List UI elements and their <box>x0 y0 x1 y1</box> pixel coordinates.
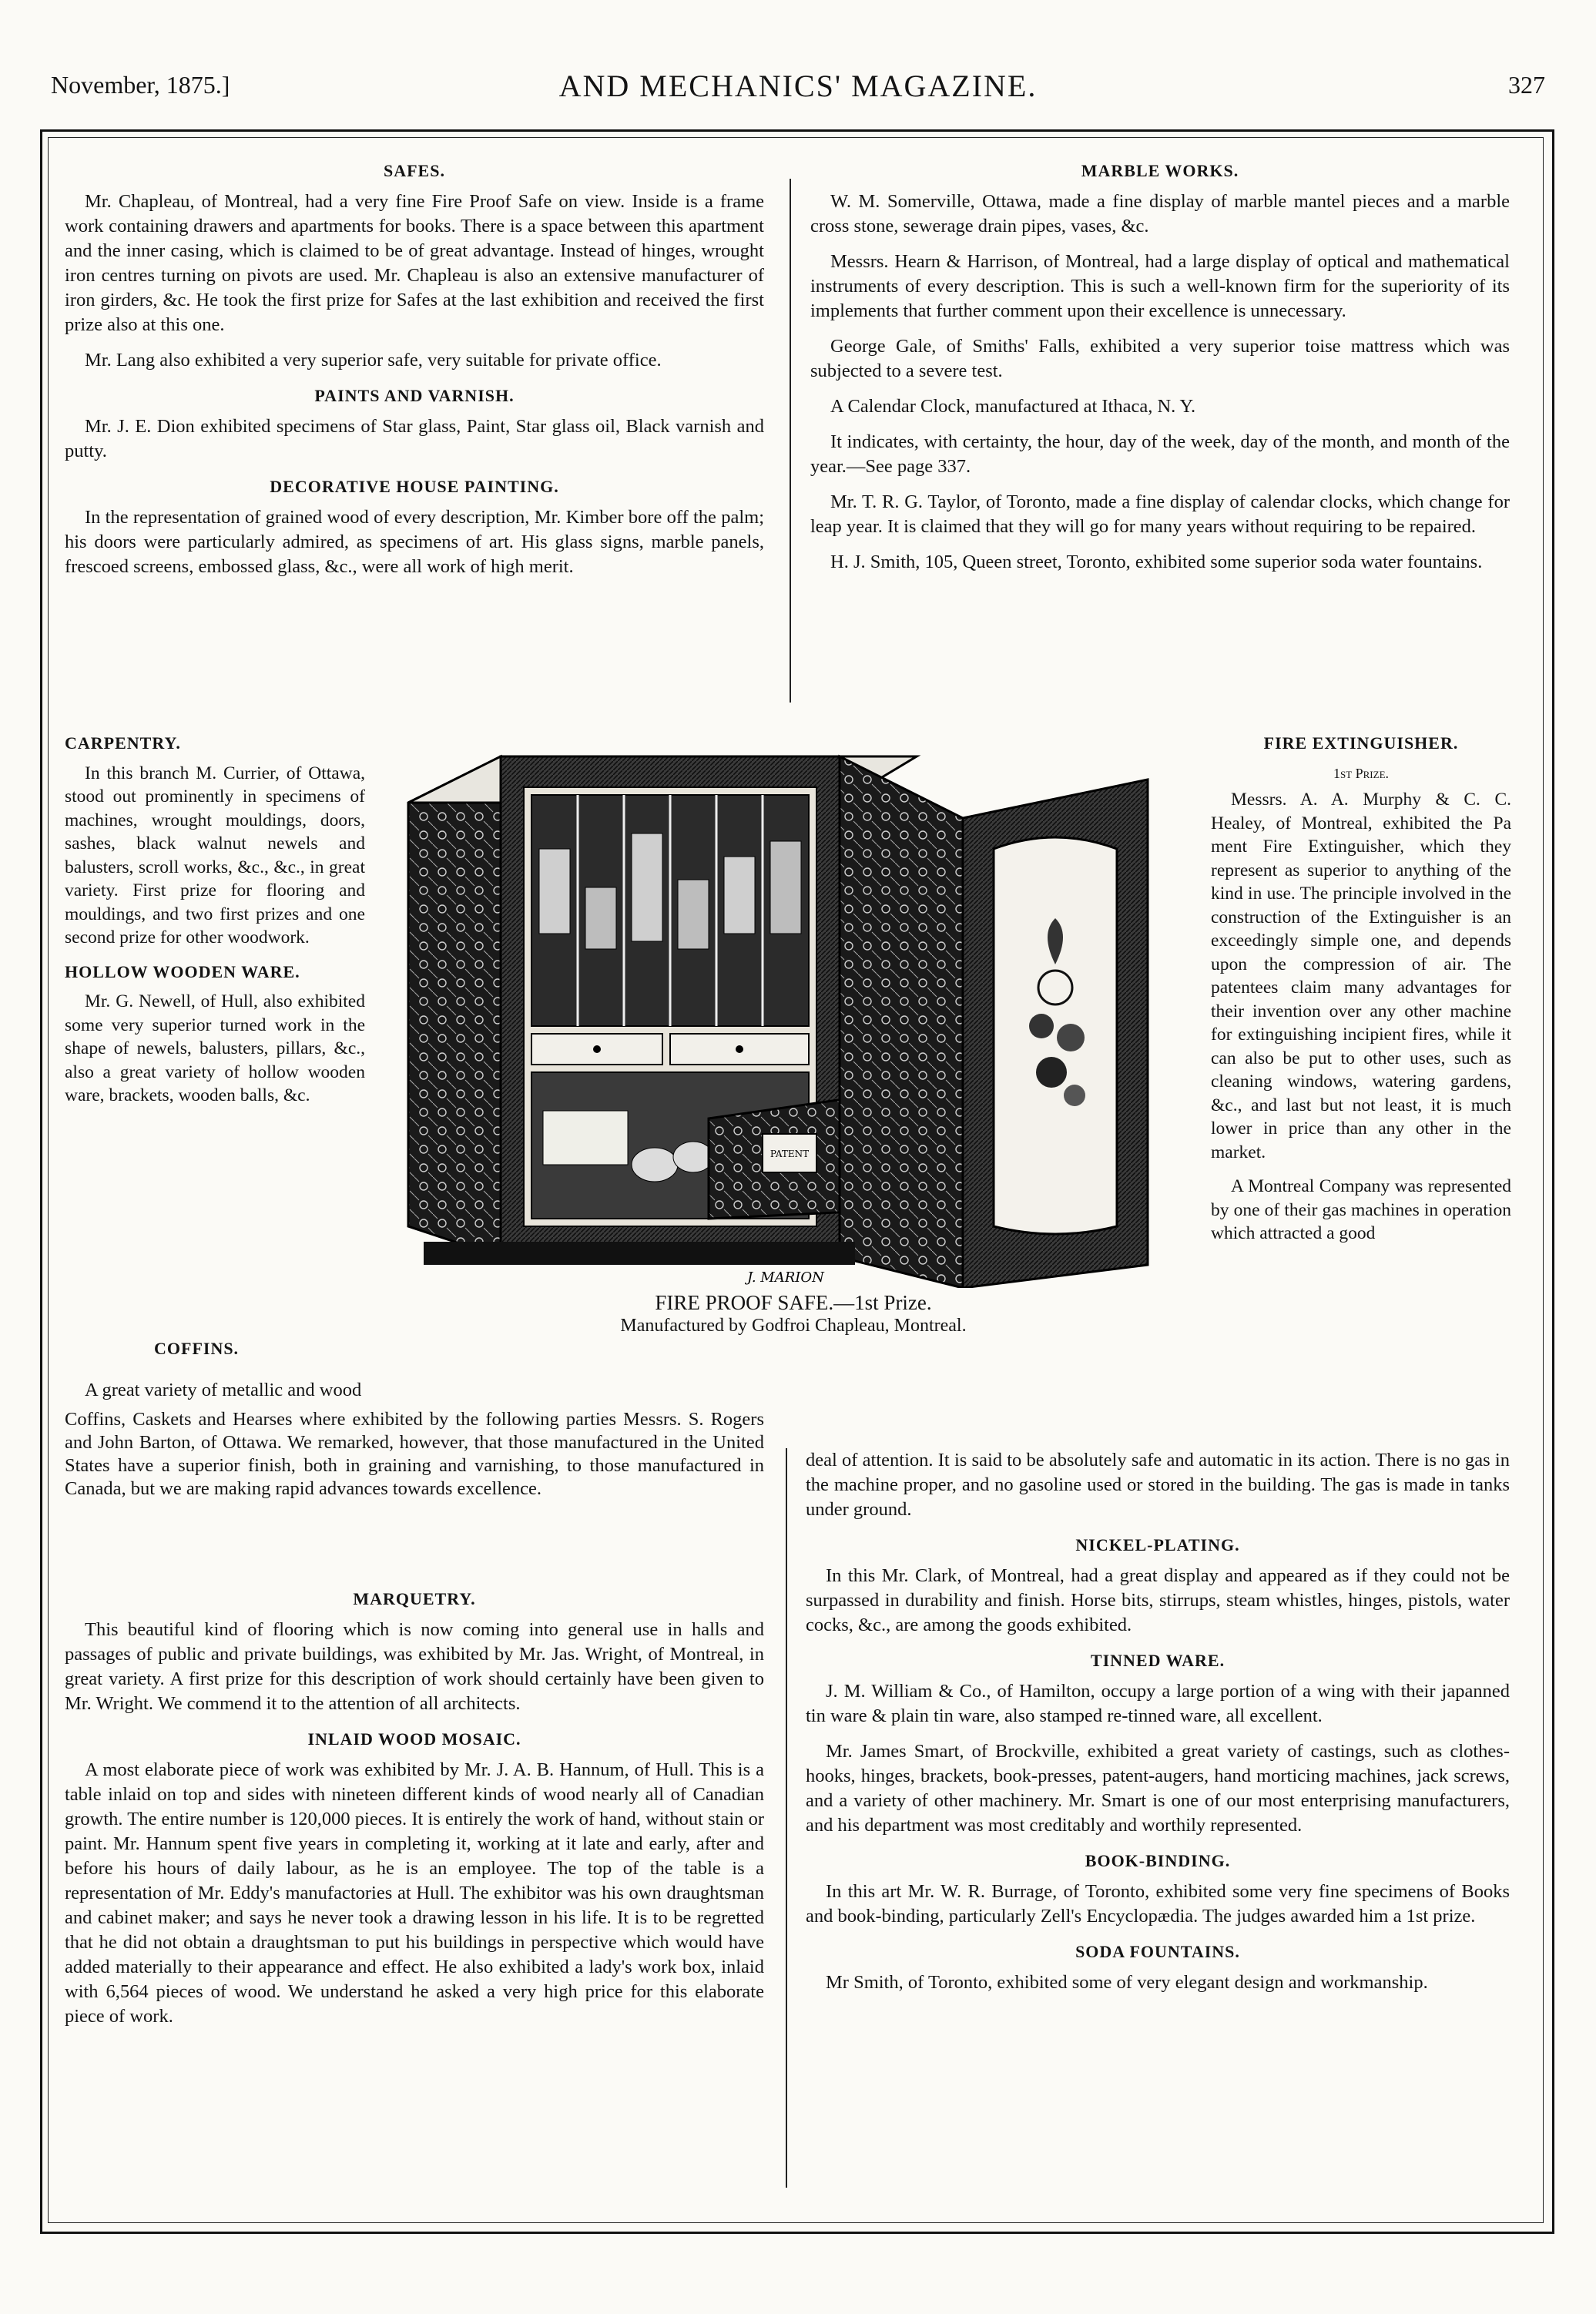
section-heading-soda: SODA FOUNTAINS. <box>1075 1942 1240 1961</box>
marble-paragraph-2: Messrs. Hearn & Harrison, of Montreal, had a large display of optical and mathematical instruments of every description. This is such a well-known firm for the superiority of its implements that further comment upon their excellence is unnecessary. <box>810 251 1510 321</box>
left-bottom-column <box>65 1579 764 2040</box>
section-heading-marble: MARBLE WORKS. <box>1081 161 1239 180</box>
section-heading-coffins: COFFINS. <box>154 1339 240 1358</box>
soda-paragraph: Mr Smith, of Toronto, exhibited some of very elegant design and workmanship. <box>826 1972 1428 1993</box>
section-heading-fire-extinguisher: FIRE EXTINGUISHER. <box>1263 733 1459 753</box>
right-bottom-column <box>806 1448 1510 2006</box>
right-mid-column <box>1211 724 1511 1256</box>
magazine-title: AND MECHANICS' MAGAZINE. <box>558 69 1038 103</box>
section-heading-carpentry: CARPENTRY. <box>65 733 181 753</box>
fire-prize-label: 1st Prize. <box>1333 765 1390 781</box>
drawer-label: PATENT <box>770 1149 810 1159</box>
column-rule-top <box>790 179 791 703</box>
left-top-column <box>65 151 764 590</box>
fire-proof-safe-illustration <box>377 733 1209 1342</box>
marquetry-paragraph: This beautiful kind of flooring which is now coming into general use in halls and passages of public and private buildings, was exhibited by Mr. Jas. Wright, of Montreal, in great variety. A first prize for this description of work should certainly have been given to Mr. Wright. We commend it to the attention of all architects. <box>65 1619 764 1714</box>
tinned-paragraph-1: J. M. William & Co., of Hamilton, occupy a large portion of a wing with their japanned tin ware & plain tin ware, also stamped re-tinned ware, all excellent. <box>806 1681 1510 1726</box>
section-heading-marquetry: MARQUETRY. <box>353 1589 476 1608</box>
hollow-ware-paragraph: Mr. G. Newell, of Hull, also exhibited some very superior turned work in the shape of newels, balusters, pillars, &c., also a great variety of hollow wooden ware, brackets, wooden balls, &c. <box>65 991 365 1105</box>
book-binding-paragraph: In this art Mr. W. R. Burrage, of Toronto, exhibited some very fine specimens of Books and book-binding, particularly Zell's Encyclopædia. The judges awarded him a 1st prize. <box>806 1881 1510 1927</box>
marble-paragraph-5: It indicates, with certainty, the hour, day of the week, day of the month, and month of the year.—See page 337. <box>810 431 1510 477</box>
illustration-caption <box>377 1291 1209 1337</box>
nickel-paragraph: In this Mr. Clark, of Montreal, had a great display and appeared as if they could not be surpassed in durability and finish. Horse bits, stirrups, steam whistles, hinges, pistols, water cocks, &c., are among the goods exhibited. <box>806 1565 1510 1635</box>
section-heading-hollow-ware: HOLLOW WOODEN WARE. <box>65 961 300 981</box>
marble-paragraph-4: A Calendar Clock, manufactured at Ithaca, N. Y. <box>830 396 1196 417</box>
section-heading-inlaid: INLAID WOOD MOSAIC. <box>307 1729 521 1749</box>
coffins-lead: A great variety of metallic and wood <box>85 1380 362 1400</box>
engraver-signature: J. MARION <box>747 1269 824 1286</box>
caption-title: FIRE PROOF SAFE.—1st Prize. <box>655 1291 932 1314</box>
page-number: 327 <box>1508 71 1545 99</box>
section-heading-safes: SAFES. <box>384 161 445 180</box>
coffins-column <box>65 1379 764 1511</box>
decorative-paragraph: In the representation of grained wood of every description, Mr. Kimber bore off the palm; his doors were particularly admired, as specimens of art. His glass signs, marble panels, frescoed screens, embossed glass, &c., were all work of high merit. <box>65 507 764 577</box>
safes-paragraph-2: Mr. Lang also exhibited a very superior safe, very suitable for private office. <box>85 350 662 371</box>
gas-machine-continued: deal of attention. It is said to be absolutely safe and automatic in its action. There is no gas in the machine proper, and no gasoline used or stored in the building. The gas is made in tanks under ground. <box>806 1450 1510 1520</box>
gas-machine-paragraph: A Montreal Company was represented by one of their gas machines in operation which attracted a good <box>1211 1176 1511 1243</box>
right-top-column <box>810 151 1510 585</box>
left-mid-column <box>65 724 365 1118</box>
caption-subtitle: Manufactured by Godfroi Chapleau, Montreal. <box>620 1316 967 1336</box>
marble-paragraph-1: W. M. Somerville, Ottawa, made a fine display of marble mantel pieces and a marble cross stone, sewerage drain pipes, vases, &c. <box>810 191 1510 236</box>
coffins-paragraph: Coffins, Caskets and Hearses where exhibited by the following parties Messrs. S. Rogers and John Barton, of Ottawa. We remarked, however, that those manufactured in the United States have a superior finish, both in graining and varnishing, to those manufactured in Canada, but we are making rapid advances towards excellence. <box>65 1409 764 1499</box>
tinned-paragraph-2: Mr. James Smart, of Brockville, exhibited a great variety of castings, such as clothes-hooks, hinges, brackets, book-presses, patent-augers, hand morticing machines, jack screws, and a variety of other machinery. Mr. Smart is one of our most enterprising manufacturers, and his department was most creditably and worthily represented. <box>806 1741 1510 1836</box>
section-heading-book-binding: BOOK-BINDING. <box>1085 1851 1231 1870</box>
carpentry-paragraph: In this branch M. Currier, of Ottawa, stood out prominently in specimens of machines, wrought mouldings, doors, sashes, black walnut newels and balusters, scroll works, &c., &c., in great variety. First prize for flooring and mouldings, and two first prizes and one second prize for other woodwork. <box>65 763 365 947</box>
safes-paragraph-1: Mr. Chapleau, of Montreal, had a very fine Fire Proof Safe on view. Inside is a frame work containing drawers and apartments for books. There is a space between this apartment and the inner casing, which is claimed to be of great advantage. Instead of hinges, wrought iron centres turning on pivots are used. Mr. Chapleau is also an extensive manufacturer of iron girders, &c. He took the first prize for Safes at the last exhibition and received the first prize also at this one. <box>65 191 764 335</box>
pigeon-holes <box>531 795 809 1026</box>
column-rule-bottom <box>786 1448 787 2188</box>
section-heading-tinned: TINNED WARE. <box>1090 1651 1226 1670</box>
marble-paragraph-3: George Gale, of Smiths' Falls, exhibited a very superior toise mattress which was subjected to a severe test. <box>810 336 1510 381</box>
safe-engraving <box>377 733 1209 1288</box>
section-heading-nickel: NICKEL-PLATING. <box>1075 1535 1240 1554</box>
issue-date: November, 1875.] <box>51 71 230 99</box>
marble-paragraph-7: H. J. Smith, 105, Queen street, Toronto, exhibited some superior soda water fountains. <box>830 552 1483 572</box>
fire-extinguisher-paragraph: Messrs. A. A. Murphy & C. C. Healey, of Montreal, exhibited the Pa ment Fire Extinguisher, which they represent as superior to anything of the kind in use. The principle involved in the construction of the Extinguisher is an exceedingly simple one, and depends upon the compression of air. The patentees claim many advantages for their invention over any other machine for extinguishing incipient fires, while it can also be put to other uses, such as cleaning windows, watering gardens, &c., and last but not least, it is much lower in price than any other in the market. <box>1211 790 1511 1162</box>
section-heading-decorative: DECORATIVE HOUSE PAINTING. <box>270 477 559 496</box>
section-heading-paints: PAINTS AND VARNISH. <box>314 386 515 405</box>
running-header <box>51 68 1545 114</box>
paints-paragraph: Mr. J. E. Dion exhibited specimens of Star glass, Paint, Star glass oil, Black varnish and putty. <box>65 416 764 461</box>
marble-paragraph-6: Mr. T. R. G. Taylor, of Toronto, made a fine display of calendar clocks, which change for leap year. It is claimed that they will go for many years without requiring to be repaired. <box>810 491 1510 537</box>
inlaid-paragraph: A most elaborate piece of work was exhibited by Mr. J. A. B. Hannum, of Hull. This is a table inlaid on top and sides with nineteen different kinds of wood nearly all of Canadian growth. The entire number is 120,000 pieces. It is entirely the work of hand, without stain or paint. Mr. Hannum spent five years in completing it, working at it late and early, after and before his hours of daily labour, as he is an employee. The top of the table is a representation of Mr. Eddy's manufactories at Hull. The exhibitor was his own draughtsman and cabinet maker; and says he never took a drawing lesson in his life. It is to be regretted that he did not obtain a draughtsman to put his buildings in perspective which would have added materially to their appearance and effect. He also exhibited a lady's work box, inlaid with 6,564 pieces of wood. We understand he asked a very high price for this elaborate piece of work. <box>65 1759 764 2027</box>
